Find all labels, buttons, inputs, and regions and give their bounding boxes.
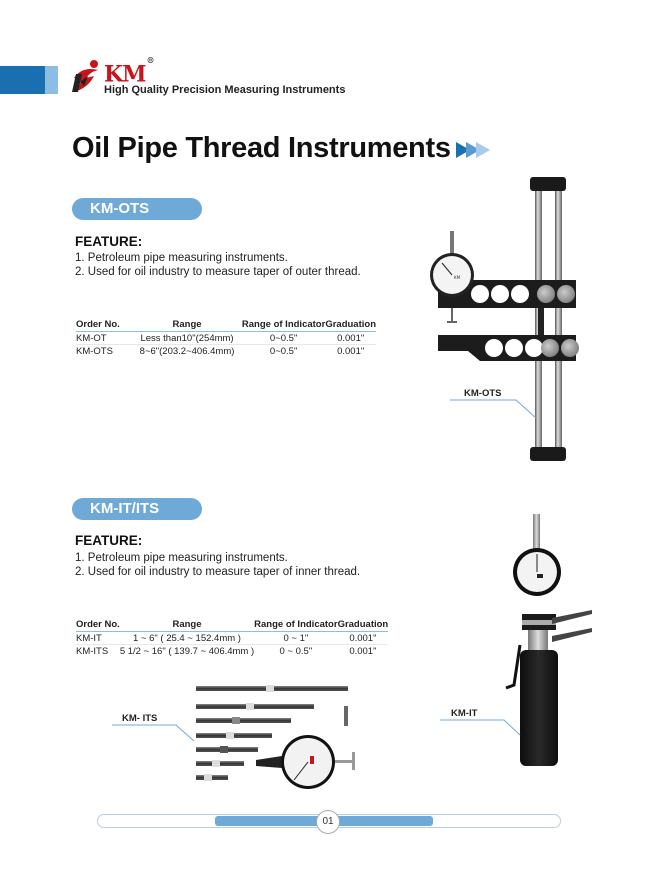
brand-wordmark: KM® xyxy=(104,55,154,88)
callout-label-km-ots: KM-OTS xyxy=(464,388,502,399)
table-row xyxy=(76,332,376,345)
callout-line xyxy=(112,723,197,743)
svg-text:KM: KM xyxy=(454,275,461,280)
header-bar-light xyxy=(45,66,58,94)
callout-line xyxy=(440,718,525,738)
feature-item: 1. Petroleum pipe measuring instruments. xyxy=(75,552,288,564)
header-bar-dark xyxy=(0,66,45,94)
callout-label-km-it: KM-IT xyxy=(451,708,478,719)
spec-table-km-it-its xyxy=(76,619,388,657)
cell-order-no: KM-OTS xyxy=(76,346,113,357)
page-title: Oil Pipe Thread Instruments xyxy=(72,132,451,164)
cell-order-no: KM-IT xyxy=(76,632,120,645)
cell-graduation: 0.001" xyxy=(337,346,365,357)
table-row xyxy=(76,645,388,658)
cell-indicator-range: 0 ~ 0.5" xyxy=(279,646,313,657)
table-header-row xyxy=(76,619,388,632)
km-its-product-image xyxy=(190,680,385,795)
feature-list xyxy=(75,551,360,579)
cell-graduation: 0.001" xyxy=(349,646,377,657)
cell-range: Less than10"(254mm) xyxy=(132,332,242,345)
callout-label-km-its: KM- ITS xyxy=(122,713,158,724)
section-badge-km-it-its: KM-IT/ITS xyxy=(72,498,202,520)
col-indicator-range: Range of Indicator xyxy=(254,619,338,630)
cell-indicator-range: 0~0.5" xyxy=(242,332,325,345)
cell-range: 5 1/2 ~ 16" ( 139.7 ~ 406.4mm ) xyxy=(119,646,255,657)
table-row xyxy=(76,632,388,645)
cell-range: 1 ~ 6" ( 25.4 ~ 152.4mm ) xyxy=(120,632,254,645)
section-badge-km-ots: KM-OTS xyxy=(72,198,202,220)
double-chevron-right-icon xyxy=(456,141,490,159)
table-header-row xyxy=(76,319,376,332)
cell-graduation: 0.001" xyxy=(325,332,376,345)
col-range: Range xyxy=(132,319,242,332)
feature-item: 1. Petroleum pipe measuring instruments. xyxy=(75,252,288,264)
page-number: 01 xyxy=(316,810,340,834)
brand-tagline: High Quality Precision Measuring Instruments xyxy=(104,84,346,96)
col-graduation: Graduation xyxy=(325,319,376,330)
feature-heading: FEATURE: xyxy=(75,533,143,548)
callout-line xyxy=(450,398,540,420)
company-logo-icon xyxy=(68,58,108,96)
col-order-no: Order No. xyxy=(76,319,132,332)
col-indicator-range: Range of Indicator xyxy=(241,319,326,330)
feature-item: 2. Used for oil industry to measure taper of inner thread. xyxy=(75,566,361,578)
cell-indicator-range: 0 ~ 1" xyxy=(254,632,337,645)
col-graduation: Graduation xyxy=(337,619,389,630)
feature-list xyxy=(75,251,361,279)
cell-graduation: 0.001" xyxy=(338,632,389,645)
cell-indicator-range: 0~0.5" xyxy=(269,346,298,357)
cell-order-no: KM-ITS xyxy=(76,646,109,657)
feature-item: 2. Used for oil industry to measure taper of outer thread. xyxy=(75,266,361,278)
cell-range: 8~6"(203.2~406.4mm) xyxy=(139,346,235,357)
table-row xyxy=(76,345,376,358)
col-order-no: Order No. xyxy=(76,619,120,630)
spec-table-km-ots xyxy=(76,319,376,357)
feature-heading: FEATURE: xyxy=(75,234,143,249)
km-ots-product-image xyxy=(430,175,580,465)
col-range: Range xyxy=(120,619,254,632)
cell-order-no: KM-OT xyxy=(76,332,132,345)
